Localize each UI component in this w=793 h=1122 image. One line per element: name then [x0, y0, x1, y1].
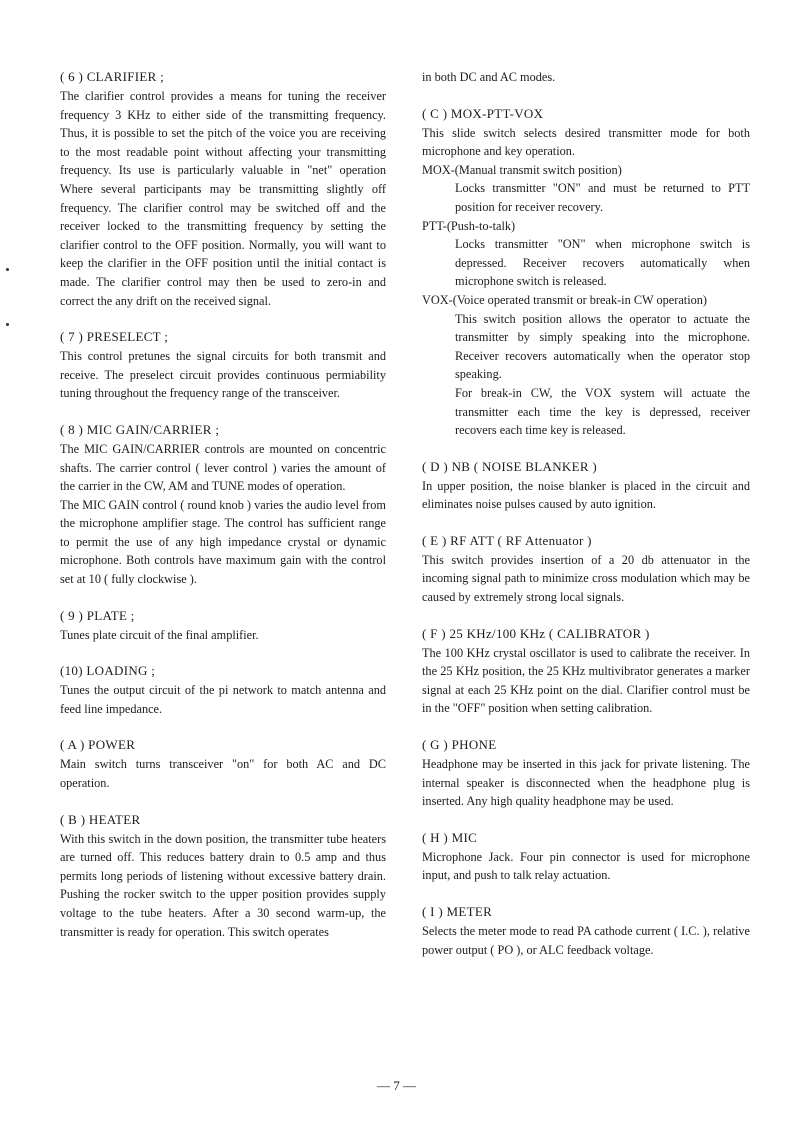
- section-heading: ( 9 ) PLATE ;: [60, 607, 135, 623]
- section-heading: ( G ) PHONE: [422, 737, 497, 753]
- section-mox-ptt-vox: [422, 105, 750, 440]
- section-body: This slide switch selects desired transmitter mode for both microphone and key operation.: [422, 125, 750, 159]
- ptt-description: Locks transmitter "ON" when microphone switch is depressed. Receiver recovers automatically when microphone switch is released.: [455, 237, 750, 289]
- margin-mark: [6, 323, 9, 326]
- section-heading: (10) LOADING ;: [60, 663, 156, 679]
- section-heater: [60, 811, 386, 942]
- section-body: In upper position, the noise blanker is placed in the circuit and eliminates noise pulses caused by auto ignition.: [422, 478, 750, 512]
- section-heading: ( F ) 25 KHz/100 KHz ( CALIBRATOR ): [422, 625, 650, 641]
- section-body: This switch provides insertion of a 20 db attenuator in the incoming signal path to minimize cross modulation which may be caused by extremely strong local signals.: [422, 552, 750, 605]
- section-heading: ( H ) MIC: [422, 829, 478, 845]
- section-heading: ( A ) POWER: [60, 737, 136, 753]
- vox-description: This switch position allows the operator to actuate the transmitter by simply speaking into the microphone. Receiver recovers automatically when the operator stop speaking.: [455, 311, 750, 382]
- section-plate: [60, 607, 386, 645]
- section-body: Tunes plate circuit of the final amplifier.: [60, 627, 259, 642]
- section-body: Headphone may be inserted in this jack for private listening. The internal speaker is disconnected when the headphone plug is inserted. Any high quality headphone may be used.: [422, 757, 750, 809]
- margin-mark: [6, 268, 9, 271]
- section-rf-att: [422, 532, 750, 607]
- section-heading: ( I ) METER: [422, 904, 493, 919]
- mox-description: Locks transmitter "ON" and must be returned to PTT position for receiver recovery.: [455, 181, 750, 214]
- section-phone: [422, 736, 750, 811]
- left-column: [60, 68, 386, 959]
- section-body: Selects the meter mode to read PA cathode current ( I.C. ), relative power output ( PO ), or ALC feedback voltage.: [422, 924, 750, 957]
- section-body: The clarifier control provides a means for tuning the receiver frequency 3 KHz to either side of the transmitting frequency. Thus, it is possible to set the pitch of the voice you are receiving to the most readable point without affecting your transmitting frequency. Its use is particularly valuable in "net" operation Where several participants may be transmitting slightly off frequency. The clarifier control may be switched off and the receiver locked to the transmitting frequency by setting the clarifier control to the OFF position. Normally, you will want to keep the clarifier in the OFF position until the initial contact is made. The clarifier control may then be used to zero-in and correct the any drift on the received signal.: [60, 89, 386, 308]
- section-body: Main switch turns transceiver "on" for both AC and DC operation.: [60, 757, 386, 791]
- ptt-label: PTT-(Push-to-talk): [422, 218, 516, 233]
- section-body: Tunes the output circuit of the pi network to match antenna and feed line impedance.: [60, 683, 386, 716]
- vox-break-in-description: For break-in CW, the VOX system will actuate the transmitter each time the key is depressed, receiver recovers each time key is released.: [455, 385, 750, 438]
- section-body: With this switch in the down position, the transmitter tube heaters are turned off. This reduces battery drain to 0.5 amp and thus permits long periods of listening without excessive battery drain. Pushing the rocker switch to the upper position provides supply voltage to the tube heaters. After a 30 second warm-up, the transmitter is ready for operation. This switch operates: [60, 831, 386, 939]
- right-column: [422, 68, 750, 977]
- section-body: The 100 KHz crystal oscillator is used to calibrate the receiver. In the 25 KHz position, the 25 KHz multivibrator generates a marker signal at each 25 KHz point on the dial. Clarifier control must be in the "OFF" position when setting calibration.: [422, 645, 750, 716]
- mox-label: MOX-(Manual transmit switch position): [422, 162, 622, 177]
- section-heading: ( 8 ) MIC GAIN/CARRIER ;: [60, 421, 220, 437]
- section-mic: [422, 829, 750, 885]
- section-heading: ( 7 ) PRESELECT ;: [60, 329, 169, 345]
- section-body: The MIC GAIN/CARRIER controls are mounted on concentric shafts. The carrier control ( lever control ) varies the amount of the carrier in the CW, AM and TUNE modes of operation.: [60, 441, 386, 494]
- section-body: The MIC GAIN control ( round knob ) varies the audio level from the microphone amplifier stage. The control has sufficient range to permit the use of any high impedance crystal or dynamic microphone. Both controls have maximum gain with the control set at 10 ( fully clockwise ).: [60, 497, 386, 587]
- page-number: — 7 —: [377, 1078, 416, 1093]
- section-preselect: [60, 328, 386, 403]
- section-power: [60, 736, 386, 792]
- section-noise-blanker: [422, 458, 750, 514]
- section-heading: ( D ) NB ( NOISE BLANKER ): [422, 458, 597, 474]
- vox-label: VOX-(Voice operated transmit or break-in CW operation): [422, 292, 708, 307]
- section-body: Microphone Jack. Four pin connector is used for microphone input, and push to talk relay actuation.: [422, 849, 750, 883]
- section-mic-gain: [60, 421, 386, 589]
- section-heading: ( E ) RF ATT ( RF Attenuator ): [422, 532, 592, 548]
- section-body: This control pretunes the signal circuits for both transmit and receive. The preselect circuit provides continuous permiability tuning throughout the frequency range of the transceiver.: [60, 349, 386, 401]
- section-heading: ( C ) MOX-PTT-VOX: [422, 105, 544, 121]
- section-meter: [422, 903, 750, 959]
- section-heading: ( 6 ) CLARIFIER ;: [60, 69, 165, 84]
- continued-text: in both DC and AC modes.: [422, 70, 556, 84]
- section-loading: [60, 662, 386, 718]
- section-clarifier: [60, 68, 386, 310]
- section-heading: ( B ) HEATER: [60, 811, 141, 827]
- section-calibrator: [422, 625, 750, 718]
